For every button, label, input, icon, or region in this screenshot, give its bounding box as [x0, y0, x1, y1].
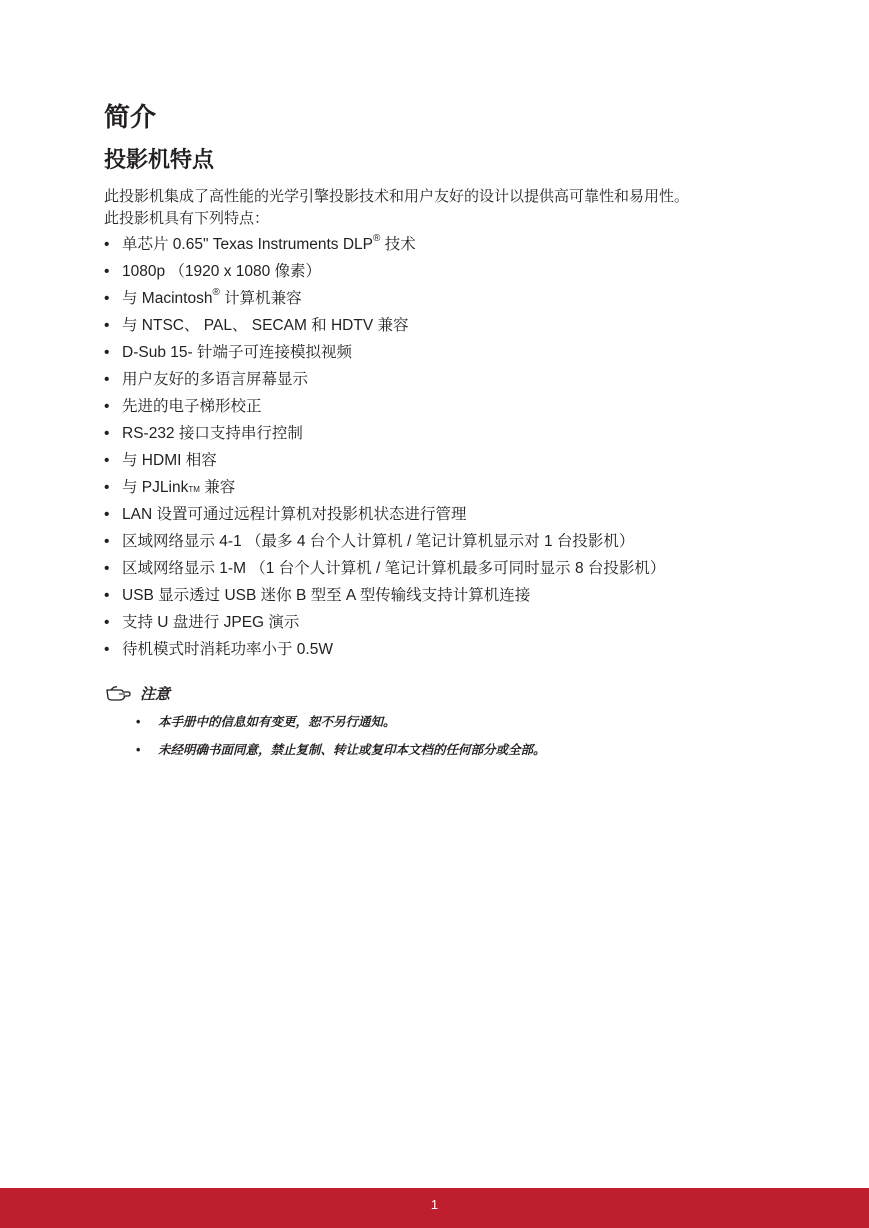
feature-text: 与 HDMI 相容 [122, 452, 217, 469]
feature-text: 用户友好的多语言屏幕显示 [122, 371, 309, 388]
bullet: • [104, 344, 110, 361]
bullet: • [104, 587, 110, 604]
pointing-hand-icon [106, 684, 132, 702]
feature-text: RS-232 接口支持串行控制 [122, 425, 303, 442]
bullet: • [104, 560, 110, 577]
trademark-mark: TM [188, 485, 200, 494]
list-item [104, 501, 804, 528]
bullet: • [104, 425, 110, 442]
feature-text: D-Sub 15- 针端子可连接模拟视频 [122, 344, 352, 361]
bullet: • [104, 506, 110, 523]
list-item [104, 393, 804, 420]
bullet: • [104, 290, 110, 307]
list-item [104, 474, 804, 501]
page-title: 简介 [104, 102, 157, 132]
list-item [104, 447, 804, 474]
bullet: • [104, 479, 110, 496]
note-text: 未经明确书面同意，禁止复制、转让或复印本文档的任何部分或全部。 [158, 743, 546, 757]
note-heading [106, 681, 170, 705]
feature-text: 支持 U 盘进行 JPEG 演示 [122, 614, 300, 631]
list-item [104, 285, 804, 312]
list-item [104, 420, 804, 447]
bullet: • [104, 371, 110, 388]
feature-text: 与 PJLink [122, 479, 189, 496]
feature-text: LAN 设置可通过远程计算机对投影机状态进行管理 [122, 506, 467, 523]
intro-paragraph: 此投影机集成了高性能的光学引擎投影技术和用户友好的设计以提供高可靠性和易用性。 [104, 188, 690, 205]
bullet: • [104, 452, 110, 469]
intro-lead-in: 此投影机具有下列特点： [104, 210, 270, 227]
list-item [104, 231, 804, 258]
feature-text-tail: 兼容 [199, 479, 236, 496]
bullet: • [104, 317, 110, 334]
bullet: • [104, 236, 110, 253]
feature-text: 区域网络显示 1-M （1 台个人计算机 / 笔记计算机最多可同时显示 8 台投影机） [122, 560, 666, 577]
note-title: 注意 [140, 685, 171, 703]
list-item [104, 528, 804, 555]
bullet: • [136, 715, 141, 729]
bullet: • [104, 533, 110, 550]
feature-text: 区域网络显示 4-1 （最多 4 台个人计算机 / 笔记计算机显示对 1 台投影机） [122, 533, 635, 550]
note-item [136, 737, 546, 765]
section-title: 投影机特点 [104, 147, 215, 172]
list-item [104, 366, 804, 393]
bullet: • [104, 263, 110, 280]
bullet: • [136, 743, 141, 757]
list-item [104, 339, 804, 366]
note-text: 本手册中的信息如有变更，恕不另行通知。 [158, 715, 396, 729]
feature-text: 单芯片 0.65" Texas Instruments DLP [122, 236, 374, 253]
feature-text-tail: 计算机兼容 [219, 290, 302, 307]
list-item [104, 555, 804, 582]
registered-mark: ® [373, 232, 381, 244]
page-number: 1 [430, 1197, 439, 1212]
feature-text-tail: 技术 [380, 236, 416, 253]
intro-text [104, 186, 804, 230]
bullet: • [104, 398, 110, 415]
registered-mark: ® [212, 286, 220, 298]
feature-text: 与 Macintosh [122, 290, 213, 307]
list-item [104, 258, 804, 285]
note-item [136, 709, 546, 737]
list-item [104, 636, 804, 663]
bullet: • [104, 614, 110, 631]
note-list [136, 709, 546, 765]
bullet: • [104, 641, 110, 658]
feature-text: 1080p （1920 x 1080 像素） [122, 263, 322, 280]
list-item [104, 609, 804, 636]
list-item [104, 582, 804, 609]
feature-list [104, 231, 804, 663]
list-item [104, 312, 804, 339]
feature-text: USB 显示透过 USB 迷你 B 型至 A 型传输线支持计算机连接 [122, 587, 531, 604]
feature-text: 待机模式时消耗功率小于 0.5W [122, 641, 333, 658]
feature-text: 先进的电子梯形校正 [122, 398, 262, 415]
feature-text: 与 NTSC、 PAL、 SECAM 和 HDTV 兼容 [122, 317, 409, 334]
